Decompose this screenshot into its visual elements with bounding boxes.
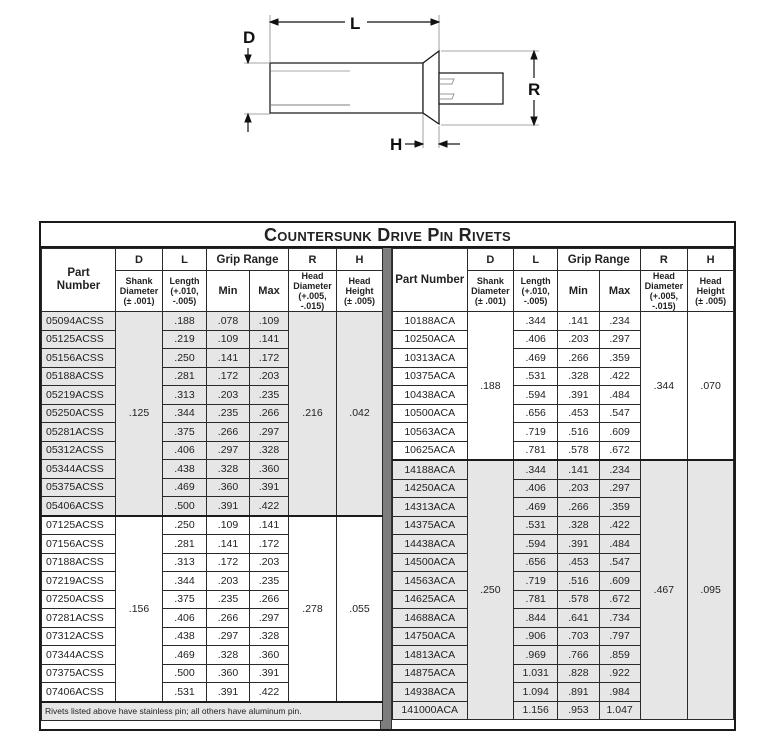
- grip-max-cell: .328: [250, 627, 289, 646]
- grip-min-cell: .297: [207, 627, 250, 646]
- grip-min-cell: .703: [558, 627, 600, 646]
- grip-max-cell: .734: [599, 609, 640, 628]
- shank-label: D: [243, 28, 256, 47]
- footer-row: [42, 702, 383, 721]
- head-height-cell: .095: [688, 460, 734, 720]
- grip-max-cell: .203: [250, 553, 289, 572]
- grip-min-cell: .328: [558, 516, 600, 535]
- length-cell: .594: [514, 535, 558, 554]
- rivet-head: [423, 51, 439, 124]
- length-cell: .844: [514, 609, 558, 628]
- grip-max-cell: .422: [599, 516, 640, 535]
- grip-min-cell: .078: [207, 312, 250, 331]
- grip-min-cell: .391: [207, 497, 250, 516]
- length-cell: .438: [163, 627, 207, 646]
- length-cell: .250: [163, 349, 207, 368]
- head-height-cell: .042: [337, 312, 383, 516]
- length-cell: 1.094: [514, 683, 558, 702]
- header-part-number: Part Number: [393, 249, 468, 312]
- grip-max-cell: .391: [250, 478, 289, 497]
- part-number-cell: 05406ACSS: [42, 497, 116, 516]
- grip-max-cell: .203: [250, 367, 289, 386]
- grip-max-cell: .141: [250, 330, 289, 349]
- header-length: Length (+.010, -.005): [163, 271, 207, 312]
- arrow-left-icon: [439, 141, 447, 147]
- length-cell: .469: [514, 498, 558, 517]
- part-number-cell: 07375ACSS: [42, 664, 116, 683]
- arrow-right-icon: [415, 141, 423, 147]
- grip-max-cell: .297: [250, 609, 289, 628]
- length-cell: .438: [163, 460, 207, 479]
- arrow-down-icon: [245, 55, 251, 63]
- part-number-cell: 14438ACA: [393, 535, 468, 554]
- table-title: Countersunk Drive Pin Rivets: [263, 225, 512, 245]
- grip-max-cell: .359: [599, 498, 640, 517]
- grip-min-cell: .266: [558, 349, 600, 368]
- length-cell: .531: [514, 516, 558, 535]
- header-part-number: Part Number: [42, 249, 116, 312]
- header-d-symbol: D: [116, 249, 163, 271]
- header-min: Min: [207, 271, 250, 312]
- grip-min-cell: .391: [558, 535, 600, 554]
- grip-max-cell: .359: [599, 349, 640, 368]
- grip-min-cell: .141: [558, 460, 600, 479]
- grip-min-cell: .235: [207, 590, 250, 609]
- length-cell: .344: [163, 404, 207, 423]
- part-number-cell: 14688ACA: [393, 609, 468, 628]
- grip-max-cell: 1.047: [599, 701, 640, 720]
- part-number-cell: 10188ACA: [393, 312, 468, 331]
- part-number-cell: 10375ACA: [393, 367, 468, 386]
- grip-min-cell: .109: [207, 330, 250, 349]
- table-title-row: [41, 223, 734, 248]
- grip-max-cell: .672: [599, 441, 640, 460]
- length-cell: .531: [163, 683, 207, 702]
- length-cell: .219: [163, 330, 207, 349]
- length-cell: .406: [514, 479, 558, 498]
- header-min: Min: [558, 271, 600, 312]
- part-number-cell: 10563ACA: [393, 423, 468, 442]
- header-h-symbol: H: [688, 249, 734, 271]
- header-r-symbol: R: [640, 249, 688, 271]
- table-row: [393, 312, 734, 331]
- grip-max-cell: .360: [250, 460, 289, 479]
- head-diameter-cell: .216: [289, 312, 337, 516]
- length-cell: .781: [514, 590, 558, 609]
- grip-min-cell: .141: [558, 312, 600, 331]
- header-r-symbol: R: [289, 249, 337, 271]
- arrow-down-icon: [531, 117, 537, 125]
- grip-max-cell: .547: [599, 404, 640, 423]
- length-cell: .781: [514, 441, 558, 460]
- length-cell: .469: [163, 646, 207, 665]
- part-number-cell: 05219ACSS: [42, 386, 116, 405]
- header-head-height: Head Height (± .005): [337, 271, 383, 312]
- part-number-cell: 14813ACA: [393, 646, 468, 665]
- header-grip-range: Grip Range: [207, 249, 289, 271]
- head-diameter-cell: .278: [289, 516, 337, 702]
- grip-max-cell: .172: [250, 349, 289, 368]
- grip-max-cell: .984: [599, 683, 640, 702]
- table-row: [393, 460, 734, 479]
- header-d-symbol: D: [467, 249, 514, 271]
- arrow-up-icon: [531, 51, 537, 59]
- part-number-cell: 14938ACA: [393, 683, 468, 702]
- header-l-symbol: L: [514, 249, 558, 271]
- grip-min-cell: .766: [558, 646, 600, 665]
- part-number-cell: 07406ACSS: [42, 683, 116, 702]
- grip-max-cell: .235: [250, 572, 289, 591]
- grip-min-cell: .109: [207, 516, 250, 535]
- length-cell: .375: [163, 423, 207, 442]
- part-number-cell: 05125ACSS: [42, 330, 116, 349]
- grip-min-cell: .266: [558, 498, 600, 517]
- header-max: Max: [599, 271, 640, 312]
- grip-min-cell: .235: [207, 404, 250, 423]
- length-cell: .281: [163, 535, 207, 554]
- part-number-cell: 14188ACA: [393, 460, 468, 479]
- grip-max-cell: .422: [250, 683, 289, 702]
- grip-max-cell: .484: [599, 386, 640, 405]
- grip-min-cell: .453: [558, 404, 600, 423]
- part-number-cell: 141000ACA: [393, 701, 468, 720]
- grip-min-cell: .391: [558, 386, 600, 405]
- length-cell: .656: [514, 553, 558, 572]
- grip-min-cell: .328: [558, 367, 600, 386]
- head-diameter-label: R: [528, 80, 541, 99]
- part-number-cell: 07156ACSS: [42, 535, 116, 554]
- grip-max-cell: .328: [250, 441, 289, 460]
- grip-min-cell: .203: [207, 386, 250, 405]
- part-number-cell: 05281ACSS: [42, 423, 116, 442]
- grip-max-cell: .109: [250, 312, 289, 331]
- header-shank-diameter: Shank Diameter (± .001): [467, 271, 514, 312]
- grip-max-cell: .141: [250, 516, 289, 535]
- part-number-cell: 05344ACSS: [42, 460, 116, 479]
- length-cell: .188: [163, 312, 207, 331]
- arrow-right-icon: [431, 19, 439, 25]
- length-cell: .344: [514, 460, 558, 479]
- length-cell: .344: [514, 312, 558, 331]
- header-head-diameter: Head Diameter (+.005, -.015): [640, 271, 688, 312]
- grip-max-cell: .484: [599, 535, 640, 554]
- grip-min-cell: .891: [558, 683, 600, 702]
- length-cell: .969: [514, 646, 558, 665]
- part-number-cell: 10250ACA: [393, 330, 468, 349]
- grip-max-cell: .360: [250, 646, 289, 665]
- grip-min-cell: .266: [207, 423, 250, 442]
- grip-min-cell: .172: [207, 367, 250, 386]
- head-diameter-cell: .344: [640, 312, 688, 461]
- grip-max-cell: .422: [250, 497, 289, 516]
- grip-min-cell: .578: [558, 590, 600, 609]
- header-shank-diameter: Shank Diameter (± .001): [116, 271, 163, 312]
- grip-max-cell: .391: [250, 664, 289, 683]
- length-cell: .281: [163, 367, 207, 386]
- grip-max-cell: .922: [599, 664, 640, 683]
- grip-max-cell: .797: [599, 627, 640, 646]
- part-number-cell: 05250ACSS: [42, 404, 116, 423]
- part-number-cell: 14313ACA: [393, 498, 468, 517]
- grip-min-cell: .516: [558, 572, 600, 591]
- head-diameter-cell: .467: [640, 460, 688, 720]
- length-cell: .500: [163, 664, 207, 683]
- part-number-cell: 14875ACA: [393, 664, 468, 683]
- grip-max-cell: .422: [599, 367, 640, 386]
- length-cell: .375: [163, 590, 207, 609]
- shank-diameter-cell: .125: [116, 312, 163, 516]
- part-number-cell: 07344ACSS: [42, 646, 116, 665]
- part-number-cell: 05375ACSS: [42, 478, 116, 497]
- head-height-cell: .055: [337, 516, 383, 702]
- grip-min-cell: .297: [207, 441, 250, 460]
- rivet-dimension-diagram: [230, 0, 560, 160]
- grip-min-cell: .172: [207, 553, 250, 572]
- part-number-cell: 07250ACSS: [42, 590, 116, 609]
- left-spec-table: [41, 248, 383, 721]
- grip-max-cell: .266: [250, 590, 289, 609]
- length-cell: .469: [514, 349, 558, 368]
- shank-diameter-cell: .250: [467, 460, 514, 720]
- grip-min-cell: .328: [207, 646, 250, 665]
- grip-max-cell: .234: [599, 312, 640, 331]
- length-cell: .500: [163, 497, 207, 516]
- part-number-cell: 10438ACA: [393, 386, 468, 405]
- length-cell: .313: [163, 386, 207, 405]
- part-number-cell: 10500ACA: [393, 404, 468, 423]
- length-cell: .531: [514, 367, 558, 386]
- part-number-cell: 07281ACSS: [42, 609, 116, 628]
- length-cell: 1.031: [514, 664, 558, 683]
- table-row: [42, 312, 383, 331]
- grip-max-cell: .297: [599, 330, 640, 349]
- table-row: [42, 516, 383, 535]
- grip-max-cell: .859: [599, 646, 640, 665]
- grip-max-cell: .297: [599, 479, 640, 498]
- grip-max-cell: .266: [250, 404, 289, 423]
- part-number-cell: 05312ACSS: [42, 441, 116, 460]
- grip-min-cell: .203: [558, 479, 600, 498]
- part-number-cell: 07312ACSS: [42, 627, 116, 646]
- grip-min-cell: .578: [558, 441, 600, 460]
- part-number-cell: 10313ACA: [393, 349, 468, 368]
- grip-min-cell: .203: [558, 330, 600, 349]
- length-cell: .313: [163, 553, 207, 572]
- grip-min-cell: .266: [207, 609, 250, 628]
- length-label: L: [350, 14, 361, 33]
- part-number-cell: 14500ACA: [393, 553, 468, 572]
- grip-max-cell: .672: [599, 590, 640, 609]
- length-cell: .656: [514, 404, 558, 423]
- shank-diameter-cell: .156: [116, 516, 163, 702]
- length-cell: .344: [163, 572, 207, 591]
- grip-min-cell: .953: [558, 701, 600, 720]
- grip-max-cell: .235: [250, 386, 289, 405]
- length-cell: .906: [514, 627, 558, 646]
- part-number-cell: 07188ACSS: [42, 553, 116, 572]
- grip-min-cell: .360: [207, 664, 250, 683]
- length-cell: .469: [163, 478, 207, 497]
- length-cell: .406: [163, 441, 207, 460]
- header-length: Length (+.010, -.005): [514, 271, 558, 312]
- part-number-cell: 14563ACA: [393, 572, 468, 591]
- grip-min-cell: .453: [558, 553, 600, 572]
- header-head-height: Head Height (± .005): [688, 271, 734, 312]
- length-cell: .594: [514, 386, 558, 405]
- part-number-cell: 05188ACSS: [42, 367, 116, 386]
- grip-min-cell: .391: [207, 683, 250, 702]
- length-cell: .406: [163, 609, 207, 628]
- header-head-diameter: Head Diameter (+.005, -.015): [289, 271, 337, 312]
- grip-max-cell: .234: [599, 460, 640, 479]
- grip-max-cell: .547: [599, 553, 640, 572]
- length-cell: .719: [514, 572, 558, 591]
- rivet-spec-table: [39, 221, 736, 731]
- head-height-cell: .070: [688, 312, 734, 461]
- header-grip-range: Grip Range: [558, 249, 640, 271]
- grip-min-cell: .203: [207, 572, 250, 591]
- part-number-cell: 14250ACA: [393, 479, 468, 498]
- grip-max-cell: .609: [599, 572, 640, 591]
- grip-min-cell: .360: [207, 478, 250, 497]
- grip-min-cell: .328: [207, 460, 250, 479]
- length-cell: .406: [514, 330, 558, 349]
- arrow-left-icon: [270, 19, 278, 25]
- length-cell: .250: [163, 516, 207, 535]
- grip-max-cell: .172: [250, 535, 289, 554]
- part-number-cell: 05156ACSS: [42, 349, 116, 368]
- grip-max-cell: .297: [250, 423, 289, 442]
- part-number-cell: 05094ACSS: [42, 312, 116, 331]
- grip-min-cell: .141: [207, 349, 250, 368]
- grip-min-cell: .828: [558, 664, 600, 683]
- right-spec-table: [392, 248, 734, 720]
- part-number-cell: 14750ACA: [393, 627, 468, 646]
- arrow-up-icon: [245, 114, 251, 122]
- length-cell: .719: [514, 423, 558, 442]
- grip-min-cell: .516: [558, 423, 600, 442]
- part-number-cell: 14375ACA: [393, 516, 468, 535]
- grip-min-cell: .141: [207, 535, 250, 554]
- part-number-cell: 10625ACA: [393, 441, 468, 460]
- part-number-cell: 07219ACSS: [42, 572, 116, 591]
- header-l-symbol: L: [163, 249, 207, 271]
- grip-min-cell: .641: [558, 609, 600, 628]
- part-number-cell: 07125ACSS: [42, 516, 116, 535]
- footer-note: Rivets listed above have stainless pin; all others have aluminum pin.: [42, 702, 383, 721]
- length-cell: 1.156: [514, 701, 558, 720]
- header-h-symbol: H: [337, 249, 383, 271]
- grip-max-cell: .609: [599, 423, 640, 442]
- part-number-cell: 14625ACA: [393, 590, 468, 609]
- shank-diameter-cell: .188: [467, 312, 514, 461]
- header-max: Max: [250, 271, 289, 312]
- head-height-label: H: [390, 135, 403, 154]
